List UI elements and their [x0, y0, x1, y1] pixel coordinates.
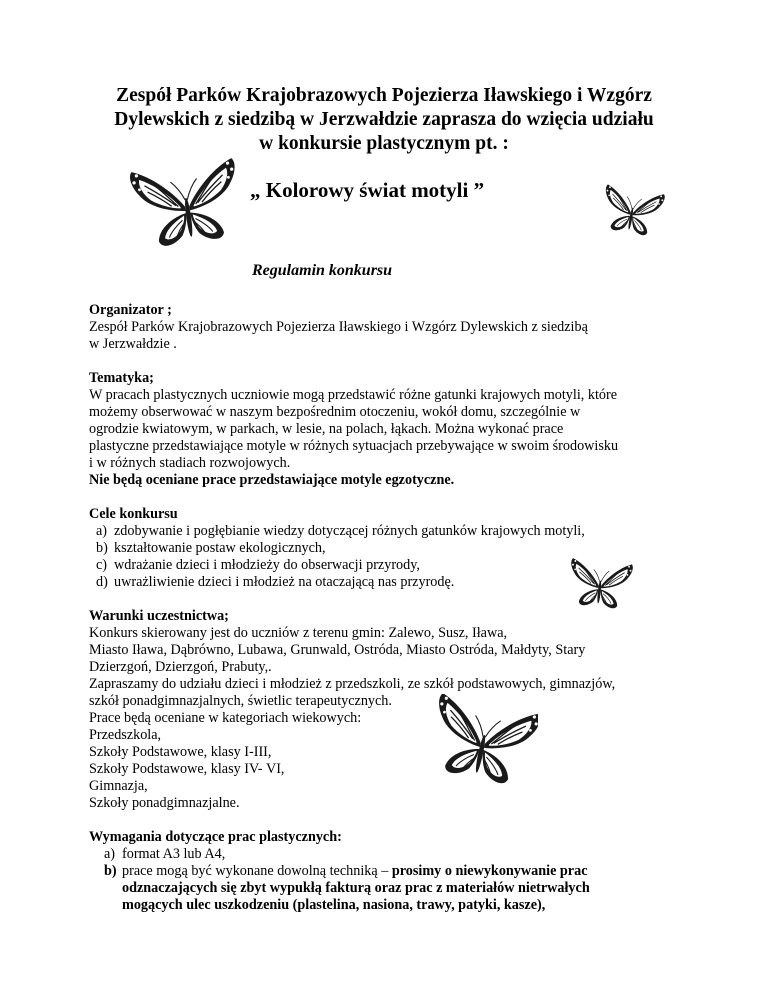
list-text: zdobywanie i pogłębianie wiedzy dotyczącej różnych gatunków krajowych motyli,	[114, 523, 585, 539]
title-line-1: Zespół Parków Krajobrazowych Pojezierza Iławskiego i Wzgórz	[116, 85, 652, 106]
tematyka-line: ogrodzie kwiatowym, w parkach, w lesie, na polach, łąkach. Można wykonać prace	[89, 421, 564, 437]
section-tematyka	[89, 370, 689, 489]
list-letter: a)	[104, 846, 116, 862]
title-line-2: Dylewskich z siedzibą w Jerzwałdzie zaprasza do wzięcia udziału	[114, 109, 654, 130]
warunki-line: Szkoły Podstawowe, klasy IV- VI,	[89, 761, 285, 777]
warunki-line: Dzierzgoń, Dzierzgoń, Prabuty,.	[89, 659, 272, 675]
list-text: kształtowanie postaw ekologicznych,	[114, 540, 326, 556]
list-item	[89, 540, 689, 557]
list-text: prace mogą być wykonane dowolną techniką –	[122, 863, 392, 879]
warunki-line: Konkurs skierowany jest do uczniów z terenu gmin: Zalewo, Susz, Iława,	[89, 625, 508, 641]
wymagania-list	[89, 846, 689, 914]
rules-heading: Regulamin konkursu	[252, 262, 393, 279]
list-letter: b)	[96, 540, 108, 556]
organizator-heading: Organizator ;	[89, 302, 172, 318]
list-text-bold: odznaczających się zbyt wypukłą fakturą oraz prac z materiałów nietrwałych	[122, 880, 590, 896]
list-text-bold: prosimy o niewykonywanie prac	[391, 863, 588, 879]
list-text: uwrażliwienie dzieci i młodzież na otaczającą nas przyrodę.	[114, 574, 455, 590]
warunki-line: Przedszkola,	[89, 727, 162, 743]
section-wymagania	[89, 829, 689, 914]
list-letter: d)	[96, 574, 108, 590]
warunki-line: Szkoły ponadgimnazjalne.	[89, 795, 240, 811]
warunki-line: Szkoły Podstawowe, klasy I-III,	[89, 744, 272, 760]
butterfly-illustration-small-top-right	[596, 184, 668, 236]
title-line-3: w konkursie plastycznym pt. :	[259, 133, 509, 154]
list-text: wdrażanie dzieci i młodzieży do obserwacji przyrody,	[114, 557, 420, 573]
warunki-line: szkół ponadgimnazjalnych, świetlic terapeutycznych.	[89, 693, 392, 709]
organizator-line: w Jerzwałdzie .	[89, 336, 177, 352]
section-organizator	[89, 302, 689, 353]
wymagania-heading: Wymagania dotyczące prac plastycznych:	[89, 829, 342, 845]
tematyka-heading: Tematyka;	[89, 370, 154, 386]
tematyka-note: Nie będą oceniane prace przedstawiające motyle egzotyczne.	[89, 472, 455, 488]
page-title	[80, 84, 688, 156]
tematyka-line: W pracach plastycznych uczniowie mogą przedstawić różne gatunki krajowych motyli, które	[89, 387, 618, 403]
tematyka-line: i w różnych stadiach rozwojowych.	[89, 455, 291, 471]
section-warunki	[89, 608, 689, 812]
organizator-line: Zespół Parków Krajobrazowych Pojezierza Iławskiego i Wzgórz Dylewskich z siedzibą	[89, 319, 588, 335]
list-text: format A3 lub A4,	[122, 846, 226, 862]
warunki-line: Gimnazja,	[89, 778, 148, 794]
butterfly-illustration-large	[112, 156, 262, 248]
tematyka-line: możemy obserwować w naszym bezpośrednim otoczeniu, wokół domu, szczególnie w	[89, 404, 581, 420]
warunki-line: Prace będą oceniane w kategoriach wiekowych:	[89, 710, 362, 726]
butterfly-illustration-small-middle	[562, 556, 638, 610]
list-letter: b)	[104, 863, 117, 879]
list-letter: a)	[96, 523, 108, 539]
list-letter: c)	[96, 557, 108, 573]
list-item	[89, 846, 689, 863]
warunki-line: Miasto Iława, Dąbrówno, Lubawa, Grunwald, Ostróda, Miasto Ostróda, Małdyty, Stary	[89, 642, 586, 658]
warunki-line: Zapraszamy do udziału dzieci i młodzież z przedszkoli, ze szkół podstawowych, gimnazjów,	[89, 676, 616, 692]
list-item	[89, 523, 689, 540]
cele-heading: Cele konkursu	[89, 506, 178, 522]
list-item	[89, 863, 689, 914]
contest-subtitle: „ Kolorowy świat motyli ”	[250, 178, 485, 202]
tematyka-line: plastyczne przedstawiające motyle w różnych sytuacjach przebywające w swoim środowisku	[89, 438, 619, 454]
list-text-bold: mogących ulec uszkodzeniu (plastelina, nasiona, trawy, patyki, kasze),	[122, 897, 546, 913]
rules-body	[89, 302, 689, 931]
butterfly-illustration-medium-lower	[428, 694, 538, 784]
warunki-heading: Warunki uczestnictwa;	[89, 608, 229, 624]
